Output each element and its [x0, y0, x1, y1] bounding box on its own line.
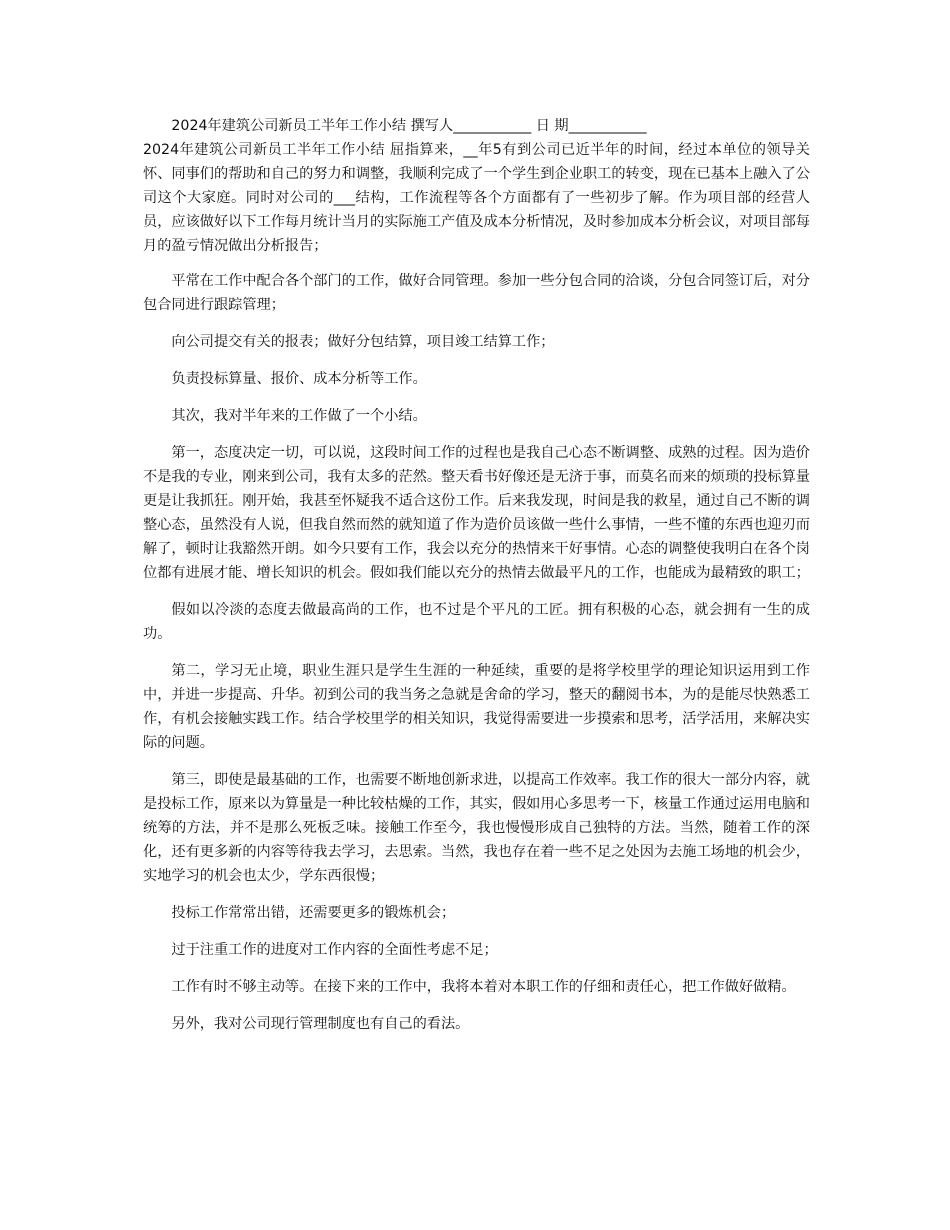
intro-paragraph: [143, 114, 810, 258]
paragraph: 投标工作常常出错，还需要更多的锻炼机会；: [171, 905, 456, 921]
paragraph: 平常在工作中配合各个部门的工作，做好合同管理。参加一些分包合同的洽谈，分包合同签订后，对分包合同进行跟踪管理；: [143, 273, 810, 313]
paragraph: 第一，态度决定一切，可以说，这段时间工作的过程也是我自己心态不断调整、成熟的过程。因为造价不是我的专业，刚来到公司，我有太多的茫然。整天看书好像还是无济于事，而莫名而来的烦琐的投标算量更是让我抓狂。刚开始，我甚至怀疑我不适合这份工作。后来我发现，时间是我的救星，通过自己不断的调整心态，虽然没有人说，但我自然而然的就知道了作为造价员该做一些什么事情，一些不懂的东西也迎刃而解了，顿时让我豁然开朗。如今只要有工作，我会以充分的热情来干好事情。心态的调整使我明白在各个岗位都有进展才能、增长知识的机会。假如我们能以充分的热情去做最平凡的工作，也能成为最精致的职工；: [143, 445, 810, 581]
paragraph: 另外，我对公司现行管理制度也有自己的看法。: [171, 1016, 470, 1032]
intro-text: 2024年建筑公司新员工半年工作小结 屈指算来，__年5有到公司已近半年的时间，经过本单位的领导关怀、同事们的帮助和自己的努力和调整，我顺利完成了一个学生到企业职工的转变，现在已基本上融入了公司这个大家庭。同时对公司的___结构，工作流程等各个方面都有了一些初步了解。作为项目部的经营人员，应该做好以下工作每月统计当月的实际施工产值及成本分析情况，及时参加成本分析会议，对项目部每月的盈亏情况做出分析报告；: [143, 142, 810, 254]
paragraph: 第二，学习无止境，职业生涯只是学生生涯的一种延续，重要的是将学校里学的理论知识运用到工作中，并进一步提高、升华。初到公司的我当务之急就是舍命的学习，整天的翻阅书本，为的是能尽快熟悉工作，有机会接触实践工作。结合学校里学的相关知识，我觉得需要进一步摸索和思考，活学活用，来解决实际的问题。: [143, 663, 810, 751]
paragraph: 向公司提交有关的报表；做好分包结算，项目竣工结算工作；: [171, 334, 555, 350]
paragraph: 假如以冷淡的态度去做最高尚的工作，也不过是个平凡的工匠。拥有积极的心态，就会拥有一生的成功。: [143, 602, 810, 642]
paragraph: 其次，我对半年来的工作做了一个小结。: [171, 408, 427, 424]
paragraph: 负责投标算量、报价、成本分析等工作。: [171, 371, 427, 387]
header-line: 2024年建筑公司新员工半年工作小结 撰写人___________ 日 期___________: [171, 118, 647, 134]
paragraph: 第三，即使是最基础的工作，也需要不断地创新求进，以提高工作效率。我工作的很大一部分内容，就是投标工作，原来以为算量是一种比较枯燥的工作，其实，假如用心多思考一下，核量工作通过运用电脑和统筹的方法，并不是那么死板乏味。接触工作至今，我也慢慢形成自己独特的方法。当然，随着工作的深化，还有更多新的内容等待我去学习，去思索。当然，我也存在着一些不足之处因为去施工场地的机会少，实地学习的机会也太少，学东西很慢；: [143, 772, 810, 884]
document-page: [143, 114, 810, 1049]
paragraph: 工作有时不够主动等。在接下来的工作中，我将本着对本职工作的仔细和责任心，把工作做好做精。: [171, 979, 796, 995]
paragraph: 过于注重工作的进度对工作内容的全面性考虑不足；: [171, 942, 498, 958]
